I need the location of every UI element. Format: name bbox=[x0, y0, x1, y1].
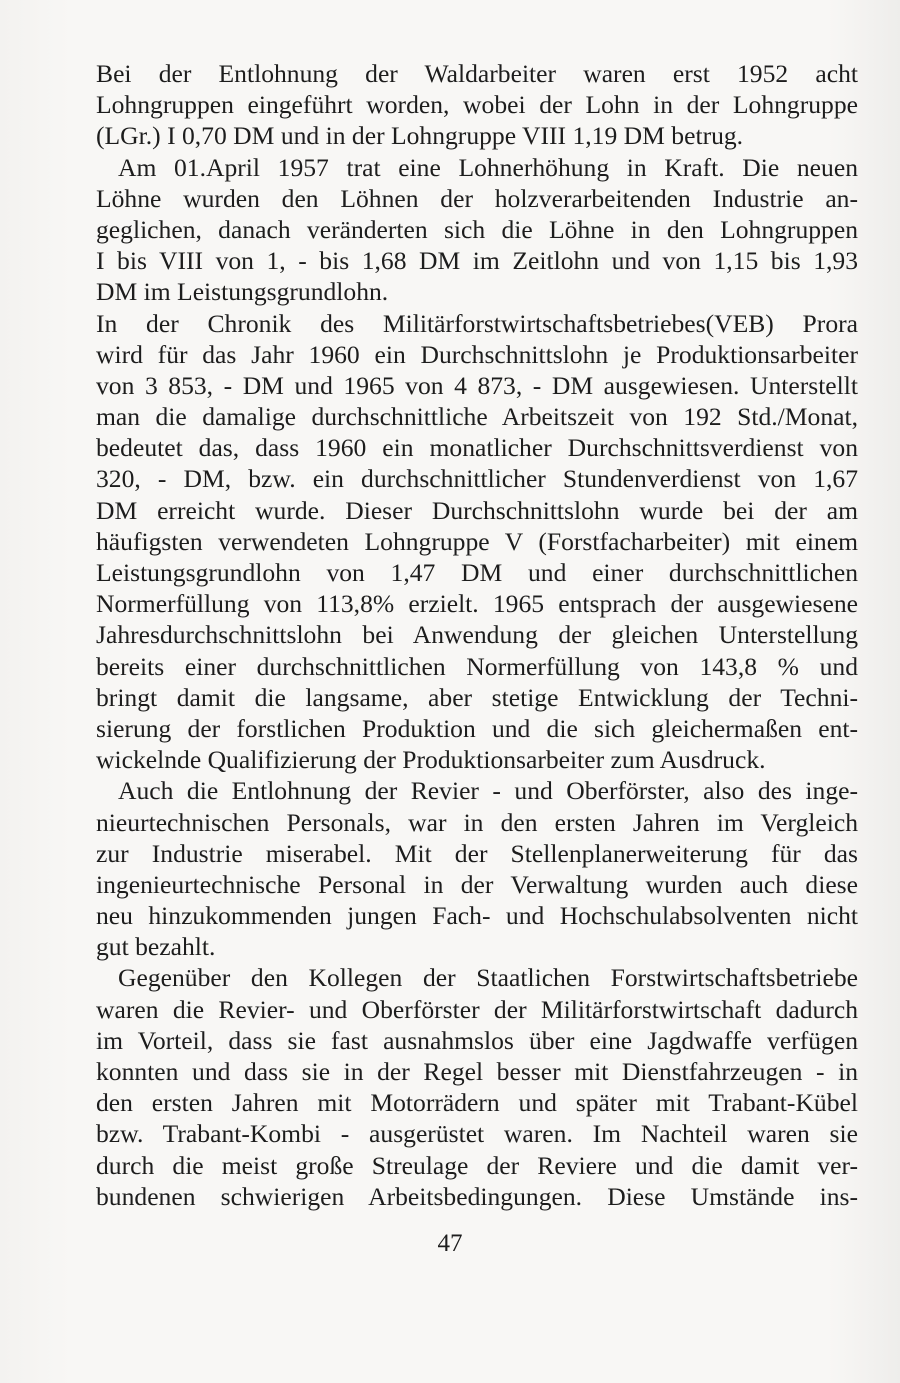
page-number: 47 bbox=[437, 1230, 463, 1257]
text-line: neu hinzukommenden jungen Fach- und Hochschulabsolventen nicht bbox=[96, 901, 858, 931]
text-line: gut bezahlt. bbox=[96, 932, 216, 962]
paragraph bbox=[96, 775, 858, 962]
text-line: ingenieurtechnische Personal in der Verwaltung wurden auch diese bbox=[96, 869, 858, 899]
text-line: den ersten Jahren mit Motorrädern und später mit Trabant-Kübel bbox=[96, 1088, 858, 1118]
text-line: durch die meist große Streulage der Reviere und die damit ver- bbox=[96, 1150, 858, 1180]
text-line: nieurtechnischen Personals, war in den ersten Jahren im Vergleich bbox=[96, 807, 858, 837]
paragraph bbox=[96, 962, 858, 1212]
text-line: Lohngruppen eingeführt worden, wobei der Lohn in der Lohngruppe bbox=[96, 90, 858, 120]
text-line: DM im Leistungsgrundlohn. bbox=[96, 277, 389, 307]
text-line: zur Industrie miserabel. Mit der Stellenplanerweiterung für das bbox=[96, 838, 858, 868]
text-line: I bis VIII von 1, - bis 1,68 DM im Zeitlohn und von 1,15 bis 1,93 bbox=[96, 246, 858, 276]
paragraph bbox=[96, 58, 858, 152]
text-line: von 3 853, - DM und 1965 von 4 873, - DM ausgewiesen. Unterstellt bbox=[96, 370, 858, 400]
text-line: man die damalige durchschnittliche Arbeitszeit von 192 Std./Monat, bbox=[96, 402, 858, 432]
text-line: 320, - DM, bzw. ein durchschnittlicher Stundenverdienst von 1,67 bbox=[96, 464, 858, 494]
text-line: im Vorteil, dass sie fast ausnahmslos über eine Jagdwaffe verfügen bbox=[96, 1025, 858, 1055]
text-line: Löhne wurden den Löhnen der holzverarbeitenden Industrie an- bbox=[96, 183, 858, 213]
text-line: Jahresdurchschnittslohn bei Anwendung der gleichen Unterstellung bbox=[96, 620, 858, 650]
text-line: Normerfüllung von 113,8% erzielt. 1965 entsprach der ausgewiesene bbox=[96, 589, 858, 619]
paragraph bbox=[96, 152, 858, 308]
text-line: In der Chronik des Militärforstwirtschaftsbetriebes(VEB) Prora bbox=[96, 308, 858, 338]
text-line: bedeutet das, dass 1960 ein monatlicher Durchschnittsverdienst von bbox=[96, 433, 858, 463]
paragraph bbox=[96, 308, 858, 776]
text-line: bereits einer durchschnittlichen Normerfüllung von 143,8 % und bbox=[96, 651, 858, 681]
text-line: wickelnde Qualifizierung der Produktionsarbeiter zum Ausdruck. bbox=[96, 745, 766, 775]
text-line: Leistungsgrundlohn von 1,47 DM und einer durchschnittlichen bbox=[96, 558, 858, 587]
text-line: Am 01.April 1957 trat eine Lohnerhöhung in Kraft. Die neuen bbox=[118, 152, 858, 182]
text-line: Gegenüber den Kollegen der Staatlichen Forstwirtschaftsbetriebe bbox=[118, 963, 858, 993]
body-text bbox=[96, 58, 858, 1212]
text-line: Bei der Entlohnung der Waldarbeiter waren erst 1952 acht bbox=[96, 59, 858, 88]
text-line: waren die Revier- und Oberförster der Militärforstwirtschaft dadurch bbox=[96, 994, 858, 1024]
text-line: bringt damit die langsame, aber stetige Entwicklung der Techni- bbox=[96, 682, 858, 712]
text-line: Auch die Entlohnung der Revier - und Oberförster, also des inge- bbox=[118, 776, 858, 806]
text-line: bzw. Trabant-Kombi - ausgerüstet waren. Im Nachteil waren sie bbox=[96, 1119, 858, 1149]
text-line: sierung der forstlichen Produktion und die sich gleichermaßen ent- bbox=[96, 713, 858, 743]
text-line: konnten und dass sie in der Regel besser mit Dienstfahrzeugen - in bbox=[96, 1057, 858, 1086]
text-line: geglichen, danach veränderten sich die Löhne in den Lohngruppen bbox=[96, 214, 858, 244]
text-line: wird für das Jahr 1960 ein Durchschnittslohn je Produktionsarbeiter bbox=[96, 339, 858, 369]
text-line: DM erreicht wurde. Dieser Durchschnittslohn wurde bei der am bbox=[96, 495, 858, 525]
text-line: bundenen schwierigen Arbeitsbedingungen. Diese Umstände ins- bbox=[96, 1181, 858, 1211]
text-line: häufigsten verwendeten Lohngruppe V (Forstfacharbeiter) mit einem bbox=[96, 526, 858, 556]
text-line: (LGr.) I 0,70 DM und in der Lohngruppe VIII 1,19 DM betrug. bbox=[96, 121, 744, 151]
